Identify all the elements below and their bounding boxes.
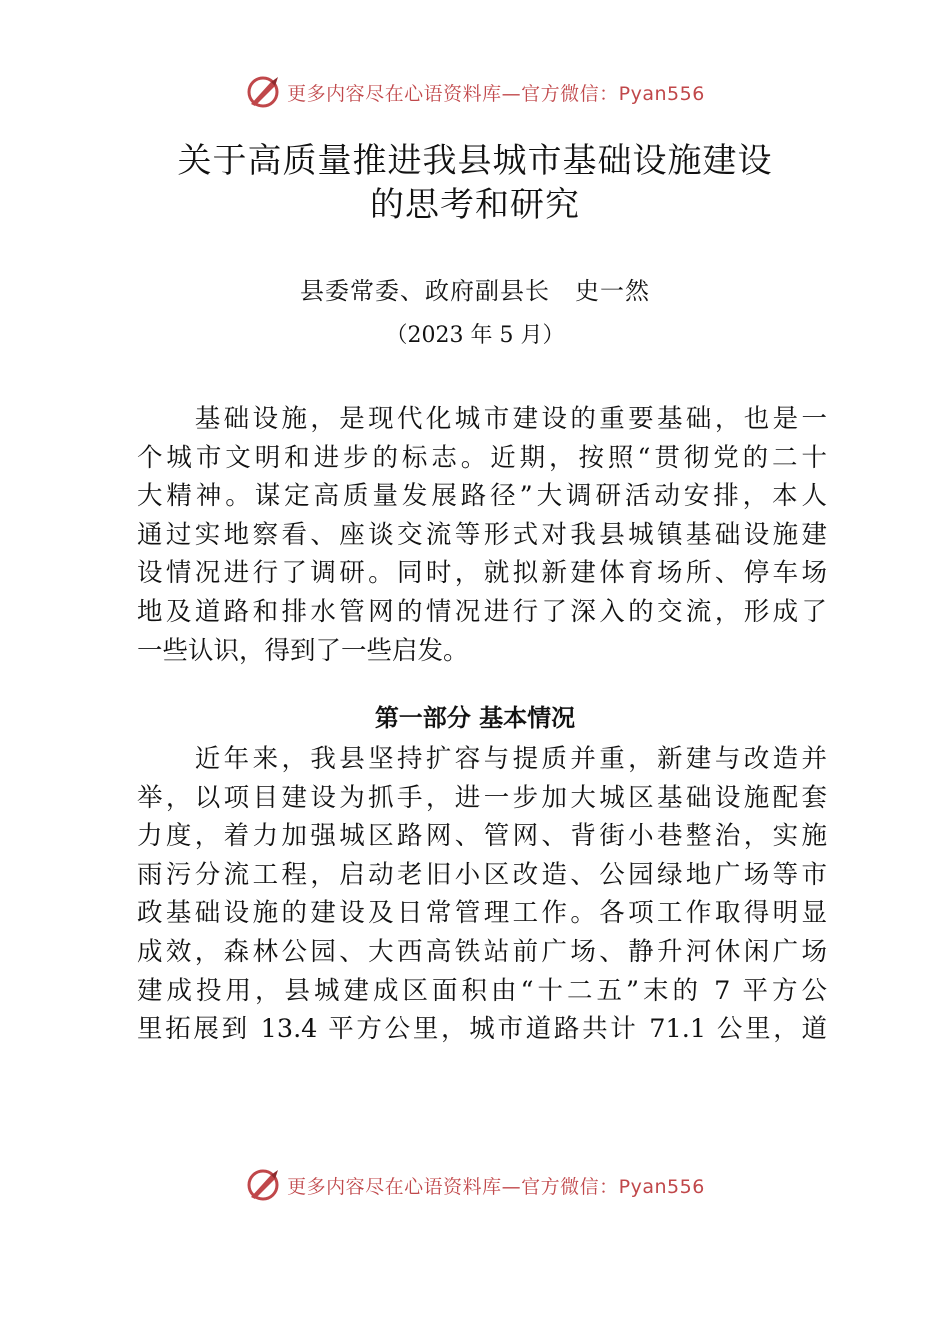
text-line: 里拓展到 13.4 平方公里，城市道路共计 71.1 公里，道	[137, 1014, 827, 1045]
text-line: 设情况进行了调研。同时，就拟新建体育场所、停车场	[137, 558, 827, 589]
watermark-text: 更多内容尽在心语资料库—官方微信：Pyan556	[287, 1175, 705, 1198]
text-line: 举，以项目建设为抓手，进一步加大城区基础设施配套	[137, 782, 827, 813]
watermark-text: 更多内容尽在心语资料库—官方微信：Pyan556	[287, 82, 705, 105]
text-line: 地及道路和排水管网的情况进行了深入的交流，形成了	[137, 596, 827, 627]
text-line: 力度，着力加强城区路网、管网、背街小巷整治，实施	[137, 821, 827, 852]
footer-watermark-banner	[0, 1165, 950, 1205]
text-line: 近年来，我县坚持扩容与提质并重，新建与改造并	[137, 744, 827, 774]
pen-nib-logo-icon	[245, 1167, 281, 1203]
header-watermark-banner	[0, 72, 950, 112]
text-line: 大精神。谋定高质量发展路径”大调研活动安排，本人	[137, 481, 827, 512]
text-line: 建成投用，县城建成区面积由“十二五”末的 7 平方公	[137, 975, 827, 1006]
date-line: （2023 年 5 月）	[385, 323, 565, 348]
pen-nib-logo-icon	[245, 74, 281, 110]
text-line: 雨污分流工程，启动老旧小区改造、公园绿地广场等市	[137, 859, 827, 890]
text-line: 政基础设施的建设及日常管理工作。各项工作取得明显	[137, 898, 827, 929]
section1-paragraph	[137, 740, 827, 1049]
document-title-line-1: 关于高质量推进我县城市基础设施建设	[177, 141, 773, 181]
document-title-line-2: 的思考和研究	[370, 185, 580, 225]
text-line: 基础设施，是现代化城市建设的重要基础，也是一	[137, 404, 827, 434]
text-line: 成效，森林公园、大西高铁站前广场、静升河休闲广场	[137, 936, 827, 967]
text-line: 一些认识，得到了一些启发。	[137, 635, 469, 666]
author-line: 县委常委、政府副县长 史一然	[300, 277, 650, 305]
section-heading: 第一部分 基本情况	[374, 704, 576, 732]
intro-paragraph	[137, 400, 827, 670]
text-line: 个城市文明和进步的标志。近期，按照“贯彻党的二十	[137, 442, 827, 473]
text-line: 通过实地察看、座谈交流等形式对我县城镇基础设施建	[137, 519, 827, 550]
